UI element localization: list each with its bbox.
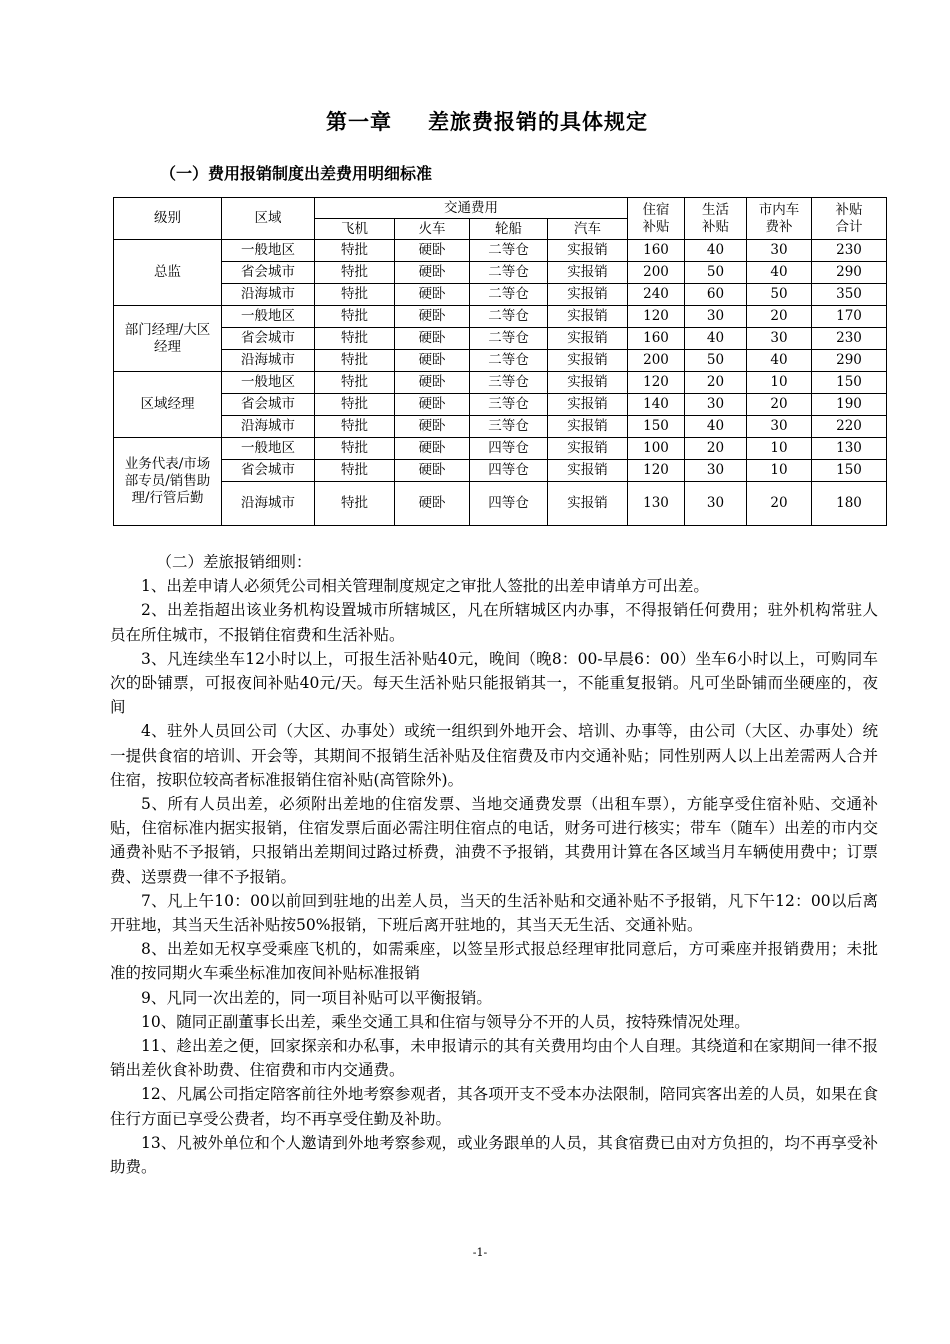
table-row — [114, 372, 887, 394]
car-cell: 实报销 — [548, 240, 628, 262]
total-cell: 180 — [812, 482, 887, 526]
city-cell: 30 — [747, 328, 812, 350]
level-cell: 部门经理/大区经理 — [114, 306, 222, 372]
level-cell: 总监 — [114, 240, 222, 306]
area-cell: 一般地区 — [222, 306, 315, 328]
city-cell: 10 — [747, 438, 812, 460]
city-cell: 20 — [747, 394, 812, 416]
header-city-transport: 市内车费补 — [747, 198, 812, 240]
hotel-cell: 140 — [628, 394, 685, 416]
chapter-number: 第一章 — [326, 110, 392, 134]
train-cell: 硬卧 — [395, 416, 470, 438]
ship-cell: 二等仓 — [470, 350, 548, 372]
table-row — [114, 350, 887, 372]
ship-cell: 四等仓 — [470, 482, 548, 526]
table-row — [114, 394, 887, 416]
rule-paragraph: 4、驻外人员回公司（大区、办事处）或统一组织到外地开会、培训、办事等，由公司（大区、办事处）统一提供食宿的培训、开会等，其期间不报销生活补贴及住宿费及市内交通补贴；同性别两人以上出差需两人合并住宿，按职位较高者标准报销住宿补贴(高管除外)。 — [110, 722, 878, 789]
total-cell: 230 — [812, 328, 887, 350]
car-cell: 实报销 — [548, 394, 628, 416]
car-cell: 实报销 — [548, 284, 628, 306]
city-cell: 30 — [747, 416, 812, 438]
total-cell: 220 — [812, 416, 887, 438]
train-cell: 硬卧 — [395, 372, 470, 394]
plane-cell: 特批 — [315, 394, 395, 416]
ship-cell: 三等仓 — [470, 372, 548, 394]
city-cell: 10 — [747, 372, 812, 394]
car-cell: 实报销 — [548, 482, 628, 526]
car-cell: 实报销 — [548, 350, 628, 372]
total-cell: 150 — [812, 372, 887, 394]
hotel-cell: 150 — [628, 416, 685, 438]
level-cell: 业务代表/市场部专员/销售助理/行管后勤 — [114, 438, 222, 526]
living-cell: 60 — [685, 284, 747, 306]
city-cell: 40 — [747, 350, 812, 372]
ship-cell: 三等仓 — [470, 416, 548, 438]
train-cell: 硬卧 — [395, 262, 470, 284]
plane-cell: 特批 — [315, 372, 395, 394]
car-cell: 实报销 — [548, 306, 628, 328]
ship-cell: 三等仓 — [470, 394, 548, 416]
table-row — [114, 438, 887, 460]
rule-paragraph: 7、凡上午10：00以前回到驻地的出差人员，当天的生活补贴和交通补贴不予报销，凡下午12：00以后离开驻地，其当天生活补贴按50%报销，下班后离开驻地的，其当天无生活、交通补贴。 — [110, 891, 878, 935]
total-cell: 350 — [812, 284, 887, 306]
plane-cell: 特批 — [315, 328, 395, 350]
hotel-cell: 160 — [628, 328, 685, 350]
rule-paragraph: 2、出差指超出该业务机构设置城市所辖城区，凡在所辖城区内办事，不得报销任何费用；驻外机构常驻人员在所住城市，不报销住宿费和生活补贴。 — [110, 601, 878, 644]
total-cell: 290 — [812, 350, 887, 372]
living-cell: 30 — [685, 394, 747, 416]
total-cell: 290 — [812, 262, 887, 284]
plane-cell: 特批 — [315, 416, 395, 438]
plane-cell: 特批 — [315, 350, 395, 372]
train-cell: 硬卧 — [395, 284, 470, 306]
city-cell: 50 — [747, 284, 812, 306]
hotel-cell: 120 — [628, 306, 685, 328]
living-cell: 30 — [685, 460, 747, 482]
hotel-cell: 130 — [628, 482, 685, 526]
area-cell: 沿海城市 — [222, 284, 315, 306]
table-row — [114, 240, 887, 262]
total-cell: 130 — [812, 438, 887, 460]
section-heading-2: （二）差旅报销细则： — [156, 553, 312, 571]
city-cell: 40 — [747, 262, 812, 284]
chapter-title — [0, 106, 950, 136]
living-cell: 50 — [685, 350, 747, 372]
train-cell: 硬卧 — [395, 438, 470, 460]
rule-paragraph: 3、凡连续坐车12小时以上，可报生活补贴40元，晚间（晚8：00-早晨6：00）坐车6小时以上，可购同车次的卧铺票，可报夜间补贴40元/天。每天生活补贴只能报销其一，不能重复报销。凡可坐卧铺而坐硬座的，夜间 — [110, 649, 878, 717]
rule-paragraph: 12、凡属公司指定陪客前往外地考察参观者，其各项开支不受本办法限制，陪同宾客出差的人员，如果在食住行方面已享受公费者，均不再享受住勤及补助。 — [110, 1085, 878, 1128]
area-cell: 沿海城市 — [222, 482, 315, 526]
area-cell: 省会城市 — [222, 394, 315, 416]
total-cell: 150 — [812, 460, 887, 482]
rule-paragraph: 13、凡被外单位和个人邀请到外地考察参观，或业务跟单的人员，其食宿费已由对方负担的，均不再享受补助费。 — [110, 1133, 878, 1177]
total-cell: 170 — [812, 306, 887, 328]
car-cell: 实报销 — [548, 372, 628, 394]
chapter-heading: 差旅费报销的具体规定 — [428, 110, 648, 134]
area-cell: 沿海城市 — [222, 416, 315, 438]
table-row — [114, 262, 887, 284]
train-cell: 硬卧 — [395, 350, 470, 372]
living-cell: 40 — [685, 240, 747, 262]
train-cell: 硬卧 — [395, 328, 470, 350]
area-cell: 一般地区 — [222, 372, 315, 394]
train-cell: 硬卧 — [395, 306, 470, 328]
plane-cell: 特批 — [315, 438, 395, 460]
train-cell: 硬卧 — [395, 482, 470, 526]
header-area: 区域 — [222, 198, 315, 240]
hotel-cell: 120 — [628, 372, 685, 394]
plane-cell: 特批 — [315, 482, 395, 526]
train-cell: 硬卧 — [395, 240, 470, 262]
rule-paragraph: 11、趁出差之便，回家探亲和办私事，未申报请示的其有关费用均由个人自理。其绕道和在家期间一律不报销出差伙食补助费、住宿费和市内交通费。 — [110, 1037, 878, 1080]
living-cell: 50 — [685, 262, 747, 284]
city-cell: 30 — [747, 240, 812, 262]
table-row — [114, 416, 887, 438]
area-cell: 沿海城市 — [222, 350, 315, 372]
plane-cell: 特批 — [315, 284, 395, 306]
ship-cell: 二等仓 — [470, 328, 548, 350]
ship-cell: 二等仓 — [470, 284, 548, 306]
living-cell: 40 — [685, 416, 747, 438]
rule-paragraph: 1、出差申请人必须凭公司相关管理制度规定之审批人签批的出差申请单方可出差。 — [141, 577, 709, 596]
table-row — [114, 460, 887, 482]
ship-cell: 四等仓 — [470, 438, 548, 460]
header-total: 补贴合计 — [812, 198, 887, 240]
header-living: 生活补贴 — [685, 198, 747, 240]
car-cell: 实报销 — [548, 328, 628, 350]
level-cell: 区域经理 — [114, 372, 222, 438]
ship-cell: 二等仓 — [470, 306, 548, 328]
hotel-cell: 240 — [628, 284, 685, 306]
header-train: 火车 — [395, 219, 470, 240]
living-cell: 20 — [685, 372, 747, 394]
hotel-cell: 160 — [628, 240, 685, 262]
hotel-cell: 200 — [628, 350, 685, 372]
ship-cell: 二等仓 — [470, 262, 548, 284]
rule-paragraph: 9、凡同一次出差的，同一项目补贴可以平衡报销。 — [141, 988, 492, 1007]
header-transport: 交通费用 — [315, 198, 628, 219]
city-cell: 10 — [747, 460, 812, 482]
hotel-cell: 100 — [628, 438, 685, 460]
train-cell: 硬卧 — [395, 460, 470, 482]
total-cell: 230 — [812, 240, 887, 262]
hotel-cell: 200 — [628, 262, 685, 284]
living-cell: 30 — [685, 482, 747, 526]
ship-cell: 四等仓 — [470, 460, 548, 482]
car-cell: 实报销 — [548, 438, 628, 460]
plane-cell: 特批 — [315, 306, 395, 328]
living-cell: 20 — [685, 438, 747, 460]
rule-paragraph: 8、出差如无权享受乘座飞机的，如需乘座，以签呈形式报总经理审批同意后，方可乘座并报销费用；未批准的按同期火车乘坐标准加夜间补贴标准报销 — [110, 940, 878, 983]
living-cell: 40 — [685, 328, 747, 350]
plane-cell: 特批 — [315, 460, 395, 482]
header-hotel: 住宿补贴 — [628, 198, 685, 240]
header-level: 级别 — [114, 198, 222, 240]
area-cell: 省会城市 — [222, 328, 315, 350]
rule-paragraph: 5、所有人员出差，必须附出差地的住宿发票、当地交通费发票（出租车票），方能享受住宿补贴、交通补贴，住宿标准内据实报销，住宿发票后面必需注明住宿点的电话，财务可进行核实；带车（随车）出差的市内交通费补贴不予报销，只报销出差期间过路过桥费，油费不予报销，其费用计算在各区域当月车辆使用费中；订票费、送票费一律不予报销。 — [110, 795, 878, 886]
section-heading-1: （一）费用报销制度出差费用明细标准 — [160, 164, 433, 183]
area-cell: 一般地区 — [222, 438, 315, 460]
car-cell: 实报销 — [548, 460, 628, 482]
city-cell: 20 — [747, 482, 812, 526]
living-cell: 30 — [685, 306, 747, 328]
rule-paragraph: 10、随同正副董事长出差，乘坐交通工具和住宿与领导分不开的人员，按特殊情况处理。 — [141, 1012, 750, 1031]
city-cell: 20 — [747, 306, 812, 328]
expense-standard-table — [113, 197, 887, 526]
table-row — [114, 306, 887, 328]
area-cell: 省会城市 — [222, 262, 315, 284]
page-number: -1- — [472, 1246, 488, 1259]
ship-cell: 二等仓 — [470, 240, 548, 262]
table-row — [114, 284, 887, 306]
train-cell: 硬卧 — [395, 394, 470, 416]
hotel-cell: 120 — [628, 460, 685, 482]
plane-cell: 特批 — [315, 262, 395, 284]
reimbursement-rules — [110, 550, 878, 1179]
car-cell: 实报销 — [548, 416, 628, 438]
total-cell: 190 — [812, 394, 887, 416]
car-cell: 实报销 — [548, 262, 628, 284]
area-cell: 一般地区 — [222, 240, 315, 262]
plane-cell: 特批 — [315, 240, 395, 262]
header-plane: 飞机 — [315, 219, 395, 240]
header-car: 汽车 — [548, 219, 628, 240]
table-row — [114, 328, 887, 350]
header-ship: 轮船 — [470, 219, 548, 240]
table-row — [114, 482, 887, 526]
area-cell: 省会城市 — [222, 460, 315, 482]
